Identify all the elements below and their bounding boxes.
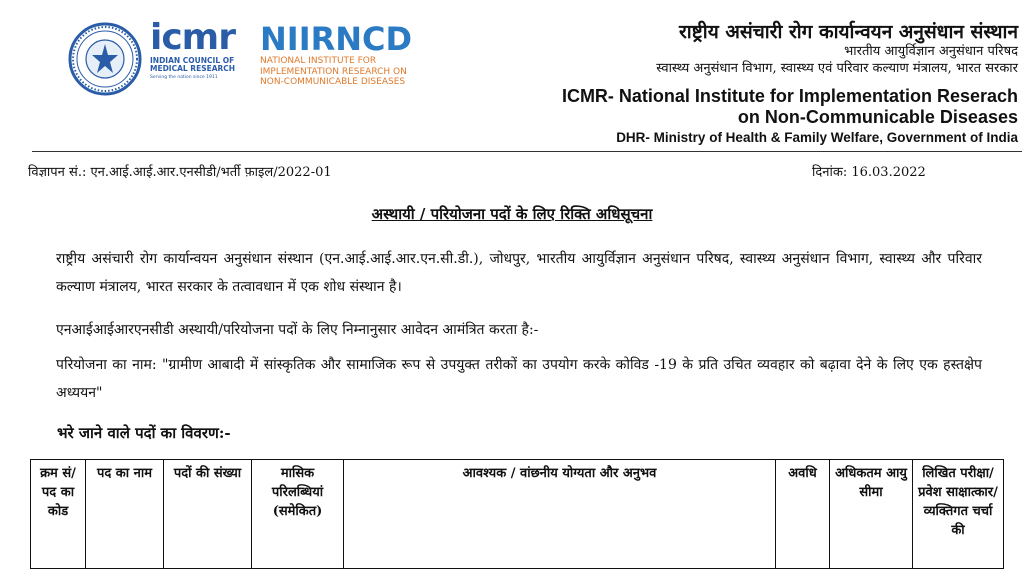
- header-serial-code: क्रम सं/ पद का कोड: [31, 460, 86, 569]
- hindi-institute-name: राष्ट्रीय असंचारी रोग कार्यान्वयन अनुसंधान संस्थान: [678, 21, 1018, 43]
- invite-paragraph: एनआईआईआरएनसीडी अस्थायी/परियोजना पदों के लिए निम्नानुसार आवेदन आमंत्रित करता है:-: [56, 322, 539, 338]
- hindi-ministry-name: स्वास्थ्य अनुसंधान विभाग, स्वास्थ्य एवं परिवार कल्याण मंत्रालय, भारत सरकार: [656, 61, 1018, 76]
- header-monthly-emoluments: मासिक परिलब्धियां (समेकित): [252, 460, 344, 569]
- niirncd-subtitle-line-3: NON-COMMUNICABLE DISEASES: [260, 77, 406, 87]
- english-ministry-name: DHR- Ministry of Health & Family Welfare, Government of India: [616, 130, 1018, 145]
- niirncd-subtitle-line-2: IMPLEMENTATION RESEARCH ON: [260, 66, 407, 77]
- header-divider: [32, 151, 1022, 152]
- header-selection-process: लिखित परीक्षा/प्रवेश साक्षात्कार/ व्यक्तिगत चर्चा की: [913, 460, 1004, 569]
- english-institute-line-1: ICMR- National Institute for Implementation Reserach: [561, 86, 1018, 106]
- project-paragraph: परियोजना का नाम: "ग्रामीण आबादी में सांस्कृतिक और सामाजिक रूप से उपयुक्त तरीकों का उपयोग करके कोविड -19 के प्रति उचित व्यवहार को बढ़ावा देने के लिए एक हस्तक्षेप अध्ययन": [56, 357, 982, 401]
- section-heading: भरे जाने वाले पदों का विवरण:-: [57, 424, 231, 442]
- icmr-logo-text: icmr: [150, 17, 235, 58]
- posts-table: [30, 459, 1004, 569]
- intro-paragraph: राष्ट्रीय असंचारी रोग कार्यान्वयन अनुसंधान संस्थान (एन.आई.आई.आर.एन.सी.डी.), जोधपुर, भारतीय आयुर्विज्ञान अनुसंधान परिषद, स्वास्थ्य अनुसंधान विभाग, स्वास्थ्य और परिवार कल्याण मंत्रालय, भारत सरकार के तत्वावधान में एक शोध संस्थान है।: [56, 251, 982, 295]
- table-header-row: [31, 460, 1004, 569]
- header-post-name: पद का नाम: [86, 460, 164, 569]
- emblem-icon: [68, 22, 142, 96]
- advertisement-number: विज्ञापन सं.: एन.आई.आई.आर.एनसीडी/भर्ती फ़ाइल/2022-01: [28, 165, 332, 180]
- niirncd-logo-text: NIIRNCD: [260, 20, 413, 58]
- header-max-age-limit: अधिकतम आयु सीमा: [830, 460, 913, 569]
- niirncd-subtitle-line-1: NATIONAL INSTITUTE FOR: [260, 56, 377, 66]
- icmr-subtitle: INDIAN COUNCIL OF MEDICAL RESEARCH: [150, 56, 236, 73]
- hindi-council-name: भारतीय आयुर्विज्ञान अनुसंधान परिषद: [844, 44, 1018, 59]
- niirncd-logo: [260, 22, 460, 88]
- english-institute-line-2: on Non-Communicable Diseases: [737, 107, 1018, 127]
- header-number-of-posts: पदों की संख्या: [164, 460, 252, 569]
- header-qualification-experience: आवश्यक / वांछनीय योग्यता और अनुभव: [344, 460, 776, 569]
- notice-title: अस्थायी / परियोजना पदों के लिए रिक्ति अधिसूचना: [371, 205, 653, 223]
- icmr-emblem-logo: [68, 22, 142, 96]
- icmr-logo: [150, 17, 250, 100]
- header-duration: अवधि: [776, 460, 830, 569]
- english-institute-name: [562, 86, 1018, 128]
- document-date: दिनांक: 16.03.2022: [812, 165, 926, 180]
- icmr-tagline: Serving the nation since 1911: [150, 75, 218, 80]
